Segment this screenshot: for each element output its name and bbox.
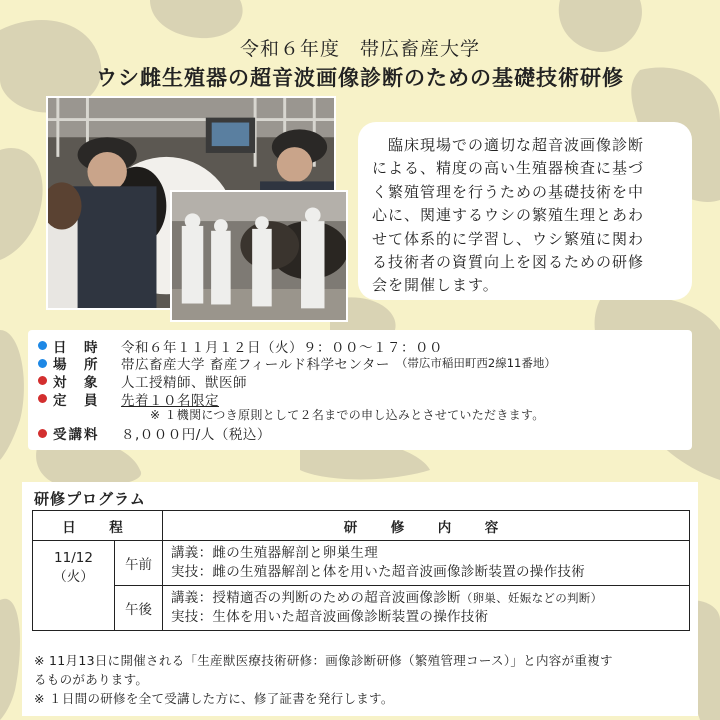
- info-value: 先着１０名限定: [121, 392, 219, 409]
- description-line: 臨床現場での適切な超音波画像診断: [372, 136, 645, 154]
- bullet-dot: [38, 429, 47, 438]
- session-date: [33, 541, 115, 631]
- event-subtitle: 令和６年度 帯広畜産大学: [239, 38, 480, 60]
- footnotes: [34, 652, 694, 708]
- info-fee: [38, 424, 682, 442]
- session-content: [163, 585, 690, 630]
- info-target: [38, 372, 682, 390]
- venue-address: （帯広市稲田町西2線11番地）: [395, 356, 556, 371]
- session-line: 講義：雌の生殖器解剖と卵巣生理: [171, 545, 378, 561]
- session-line: 実技：生体を用いた超音波画像診断装置の操作技術: [171, 608, 489, 625]
- trainees-photo: [170, 190, 348, 322]
- weekday-text: （火）: [53, 568, 94, 585]
- footnote: るものがあります。: [34, 671, 149, 687]
- info-label: 場 所: [53, 357, 100, 374]
- event-title: ウシ雌生殖器の超音波画像診断のための基礎技術研修: [96, 66, 624, 90]
- info-capacity: [38, 390, 682, 408]
- session-period: 午後: [115, 585, 163, 630]
- session-content: [163, 541, 690, 586]
- info-value: ８,０００円/人（税込）: [121, 427, 271, 444]
- event-info-box: [28, 330, 692, 450]
- description-line: 会を開催します。: [372, 276, 499, 295]
- description-line: 心に、関連するウシの繁殖生理とあわ: [372, 206, 645, 225]
- info-label: 受講料: [53, 427, 100, 444]
- bullet-dot: [38, 394, 47, 403]
- capacity-note: ※ １機関につき原則として２名までの申し込みとさせていただきます。: [150, 408, 545, 423]
- schedule-header: 日 程: [33, 511, 163, 541]
- info-label: 日 時: [53, 339, 100, 356]
- session-line: 実技：雌の生殖器解剖と体を用いた超音波画像診断装置の操作技術: [171, 563, 585, 580]
- description-line: せて体系的に学習し、ウシ繁殖に関わ: [372, 229, 645, 248]
- session-line-note: （卵巣、妊娠などの判断）: [460, 590, 603, 605]
- footnote: ※ １日間の研修を全て受講した方に、修了証書を発行します。: [34, 690, 394, 706]
- table-row: [33, 585, 690, 630]
- table-row: [33, 541, 690, 586]
- program-heading: 研修プログラム: [34, 490, 146, 508]
- bullet-dot: [38, 359, 47, 368]
- info-value: 人工授精師、獣医師: [121, 374, 247, 391]
- description-line: る技術者の資質向上を図るための研修: [372, 252, 645, 271]
- info-label: 対 象: [53, 374, 100, 391]
- info-value: 帯広畜産大学 畜産フィールド科学センター: [121, 357, 390, 374]
- date-text: 11/12: [54, 550, 93, 566]
- description-line: による、精度の高い生殖器検査に基づ: [372, 159, 645, 178]
- session-period: 午前: [115, 541, 163, 586]
- program-table: [32, 510, 690, 631]
- description-line: く繁殖管理を行うための基礎技術を中: [372, 182, 645, 201]
- bullet-dot: [38, 376, 47, 385]
- session-line: 講義：授精適否の判断のための超音波画像診断（卵巣、妊娠などの判断）: [171, 589, 603, 606]
- info-value: 令和６年１１月１２日（火）９：００～１７：００: [121, 339, 443, 356]
- info-venue: [38, 355, 682, 373]
- event-description: [358, 122, 692, 300]
- bullet-dot: [38, 341, 47, 350]
- info-label: 定 員: [53, 392, 100, 409]
- footnote: ※ 11月13日に開催される「生産獣医療技術研修：画像診断研修（繁殖管理コース）」と内容が重複す: [34, 653, 613, 668]
- info-datetime: [38, 337, 682, 355]
- content-header: 研 修 内 容: [163, 511, 690, 541]
- program-section: [22, 482, 698, 716]
- table-header-row: [33, 511, 690, 541]
